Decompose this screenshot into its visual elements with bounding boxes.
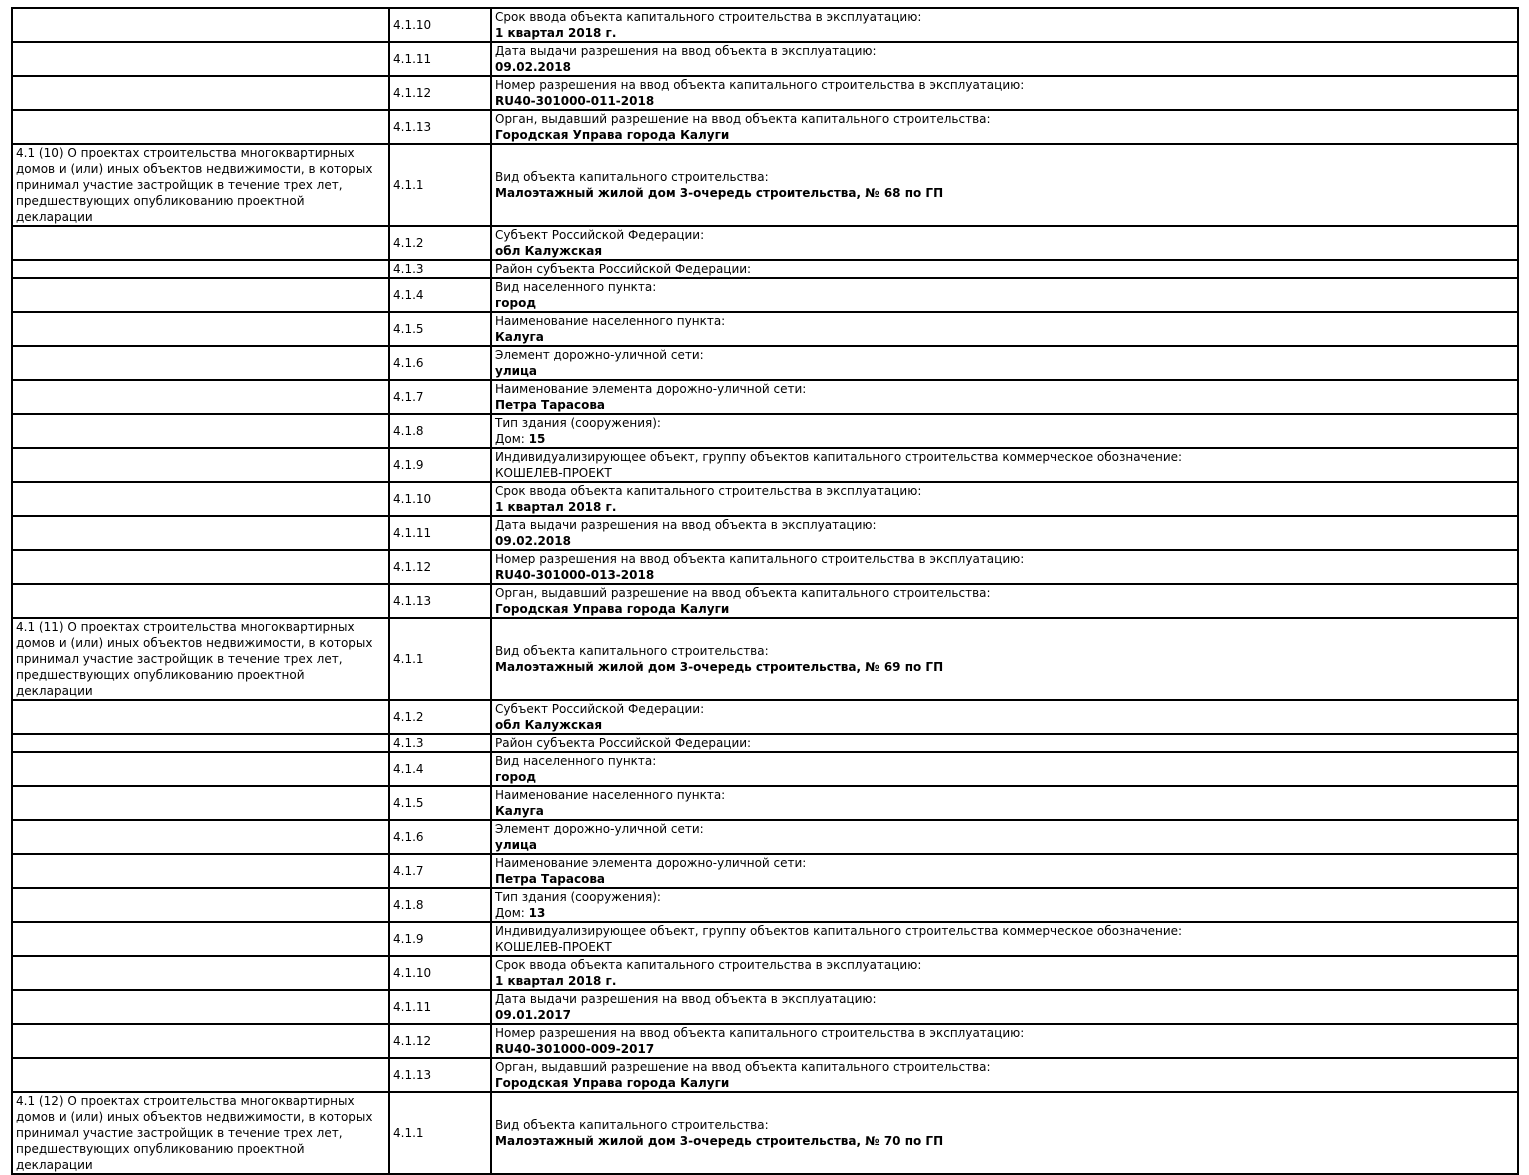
- field-label: Наименование населенного пункта:: [495, 788, 726, 802]
- field-label: Орган, выдавший разрешение на ввод объекта капитального строительства:: [495, 586, 991, 600]
- field-label: Номер разрешения на ввод объекта капитального строительства в эксплуатацию:: [495, 78, 1025, 92]
- field-value: 09.02.2018: [495, 60, 571, 74]
- row-value-cell: [491, 278, 1518, 312]
- row-value-cell: [491, 1024, 1518, 1058]
- field-label: Номер разрешения на ввод объекта капитального строительства в эксплуатацию:: [495, 552, 1025, 566]
- section-empty-cell: [12, 1058, 389, 1092]
- row-value-cell: [491, 888, 1518, 922]
- field-label: Вид населенного пункта:: [495, 280, 657, 294]
- field-value: улица: [495, 364, 538, 378]
- field-value: RU40-301000-009-2017: [495, 1042, 655, 1056]
- table-row: [12, 380, 1518, 414]
- row-value-cell: [491, 516, 1518, 550]
- row-code: 4.1.13: [389, 584, 491, 618]
- section-empty-cell: [12, 42, 389, 76]
- row-code: 4.1.12: [389, 1024, 491, 1058]
- row-code: 4.1.2: [389, 226, 491, 260]
- table-row: [12, 990, 1518, 1024]
- section-empty-cell: [12, 752, 389, 786]
- section-empty-cell: [12, 786, 389, 820]
- field-label: Район субъекта Российской Федерации:: [495, 262, 752, 276]
- table-row: [12, 8, 1518, 42]
- row-value-cell: [491, 1058, 1518, 1092]
- row-code: 4.1.11: [389, 516, 491, 550]
- row-code: 4.1.1: [389, 144, 491, 226]
- field-value: RU40-301000-013-2018: [495, 568, 655, 582]
- row-code: 4.1.1: [389, 1092, 491, 1174]
- table-row: [12, 260, 1518, 278]
- field-label: Наименование элемента дорожно-уличной сети:: [495, 382, 807, 396]
- field-value: [495, 905, 1514, 921]
- table-row: [12, 752, 1518, 786]
- row-code: 4.1.6: [389, 346, 491, 380]
- field-label: Элемент дорожно-уличной сети:: [495, 822, 704, 836]
- row-value-cell: [491, 550, 1518, 584]
- table-row: [12, 618, 1518, 700]
- table-row: [12, 226, 1518, 260]
- section-empty-cell: [12, 110, 389, 144]
- row-code: 4.1.3: [389, 260, 491, 278]
- field-value: [495, 431, 1514, 447]
- field-label: Индивидуализирующее объект, группу объектов капитального строительства коммерческое обозначение:: [495, 450, 1183, 464]
- row-value-cell: [491, 990, 1518, 1024]
- row-code: 4.1.2: [389, 700, 491, 734]
- row-value-cell: [491, 854, 1518, 888]
- row-code: 4.1.11: [389, 990, 491, 1024]
- section-empty-cell: [12, 550, 389, 584]
- row-value-cell: [491, 42, 1518, 76]
- field-label: Вид объекта капитального строительства:: [495, 170, 769, 184]
- row-value-cell: [491, 414, 1518, 448]
- field-value: 1 квартал 2018 г.: [495, 974, 617, 988]
- field-value: КОШЕЛЕВ-ПРОЕКТ: [495, 940, 612, 954]
- section-empty-cell: [12, 414, 389, 448]
- table-row: [12, 584, 1518, 618]
- row-code: 4.1.12: [389, 76, 491, 110]
- field-value: Малоэтажный жилой дом 3-очередь строительства, № 69 по ГП: [495, 660, 944, 674]
- field-label: Элемент дорожно-уличной сети:: [495, 348, 704, 362]
- table-row: [12, 110, 1518, 144]
- section-empty-cell: [12, 482, 389, 516]
- section-empty-cell: [12, 990, 389, 1024]
- row-code: 4.1.4: [389, 278, 491, 312]
- section-empty-cell: [12, 346, 389, 380]
- row-code: 4.1.9: [389, 922, 491, 956]
- field-value: 09.01.2017: [495, 1008, 571, 1022]
- row-value-cell: [491, 734, 1518, 752]
- project-declaration-table: [11, 7, 1519, 1175]
- row-code: 4.1.6: [389, 820, 491, 854]
- field-value: RU40-301000-011-2018: [495, 94, 655, 108]
- field-label: Субъект Российской Федерации:: [495, 702, 705, 716]
- field-label: Дата выдачи разрешения на ввод объекта в эксплуатацию:: [495, 518, 877, 532]
- row-code: 4.1.3: [389, 734, 491, 752]
- section-empty-cell: [12, 734, 389, 752]
- row-code: 4.1.5: [389, 786, 491, 820]
- field-label: Номер разрешения на ввод объекта капитального строительства в эксплуатацию:: [495, 1026, 1025, 1040]
- section-empty-cell: [12, 700, 389, 734]
- row-value-cell: [491, 786, 1518, 820]
- field-value: КОШЕЛЕВ-ПРОЕКТ: [495, 466, 612, 480]
- row-value-cell: [491, 226, 1518, 260]
- table-row: [12, 734, 1518, 752]
- row-value-cell: [491, 1092, 1518, 1174]
- section-empty-cell: [12, 820, 389, 854]
- table-row: [12, 1058, 1518, 1092]
- declaration-table-body: [12, 8, 1518, 1174]
- table-row: [12, 922, 1518, 956]
- table-row: [12, 820, 1518, 854]
- table-row: [12, 888, 1518, 922]
- row-value-cell: [491, 380, 1518, 414]
- table-row: [12, 854, 1518, 888]
- field-label: Вид объекта капитального строительства:: [495, 1118, 769, 1132]
- field-value: Калуга: [495, 330, 544, 344]
- table-row: [12, 516, 1518, 550]
- field-value: Петра Тарасова: [495, 872, 606, 886]
- row-value-cell: [491, 8, 1518, 42]
- field-label: Тип здания (сооружения):: [495, 416, 661, 430]
- row-code: 4.1.13: [389, 110, 491, 144]
- row-code: 4.1.8: [389, 888, 491, 922]
- field-value: Малоэтажный жилой дом 3-очередь строительства, № 68 по ГП: [495, 186, 944, 200]
- table-row: [12, 42, 1518, 76]
- row-value-cell: [491, 312, 1518, 346]
- field-value: обл Калужская: [495, 244, 603, 258]
- section-empty-cell: [12, 956, 389, 990]
- field-label: Срок ввода объекта капитального строительства в эксплуатацию:: [495, 958, 922, 972]
- section-empty-cell: [12, 516, 389, 550]
- row-code: 4.1.10: [389, 8, 491, 42]
- table-row: [12, 414, 1518, 448]
- table-row: [12, 956, 1518, 990]
- field-value: Городская Управа города Калуги: [495, 1076, 730, 1090]
- field-label: Наименование населенного пункта:: [495, 314, 726, 328]
- section-description-cell: 4.1 (10) О проектах строительства многоквартирных домов и (или) иных объектов недвижимости, в которых принимал участие застройщик в течение трех лет, предшествующих опубликованию проектной декларации: [12, 144, 389, 226]
- section-empty-cell: [12, 312, 389, 346]
- field-value-prefix: Дом:: [495, 906, 529, 920]
- row-code: 4.1.8: [389, 414, 491, 448]
- field-value-text: 13: [528, 906, 546, 920]
- field-label: Орган, выдавший разрешение на ввод объекта капитального строительства:: [495, 112, 991, 126]
- field-value: 09.02.2018: [495, 534, 571, 548]
- row-code: 4.1.9: [389, 448, 491, 482]
- table-row: [12, 312, 1518, 346]
- field-value: Калуга: [495, 804, 544, 818]
- field-value: Малоэтажный жилой дом 3-очередь строительства, № 70 по ГП: [495, 1134, 944, 1148]
- row-value-cell: [491, 144, 1518, 226]
- row-value-cell: [491, 752, 1518, 786]
- row-value-cell: [491, 820, 1518, 854]
- field-value: обл Калужская: [495, 718, 603, 732]
- field-value: город: [495, 770, 537, 784]
- section-empty-cell: [12, 76, 389, 110]
- row-value-cell: [491, 448, 1518, 482]
- field-value: 1 квартал 2018 г.: [495, 26, 617, 40]
- table-row: [12, 482, 1518, 516]
- row-value-cell: [491, 584, 1518, 618]
- section-description-cell: 4.1 (12) О проектах строительства многоквартирных домов и (или) иных объектов недвижимости, в которых принимал участие застройщик в течение трех лет, предшествующих опубликованию проектной декларации: [12, 1092, 389, 1174]
- field-value: улица: [495, 838, 538, 852]
- row-value-cell: [491, 700, 1518, 734]
- row-value-cell: [491, 618, 1518, 700]
- section-empty-cell: [12, 922, 389, 956]
- table-row: [12, 1092, 1518, 1174]
- field-label: Орган, выдавший разрешение на ввод объекта капитального строительства:: [495, 1060, 991, 1074]
- table-row: [12, 550, 1518, 584]
- row-code: 4.1.4: [389, 752, 491, 786]
- section-empty-cell: [12, 260, 389, 278]
- field-label: Дата выдачи разрешения на ввод объекта в эксплуатацию:: [495, 992, 877, 1006]
- table-row: [12, 76, 1518, 110]
- field-value-prefix: Дом:: [495, 432, 529, 446]
- field-label: Вид объекта капитального строительства:: [495, 644, 769, 658]
- field-label: Вид населенного пункта:: [495, 754, 657, 768]
- field-label: Район субъекта Российской Федерации:: [495, 736, 752, 750]
- row-value-cell: [491, 76, 1518, 110]
- table-row: [12, 700, 1518, 734]
- row-value-cell: [491, 482, 1518, 516]
- row-code: 4.1.11: [389, 42, 491, 76]
- row-value-cell: [491, 346, 1518, 380]
- table-row: [12, 1024, 1518, 1058]
- field-label: Наименование элемента дорожно-уличной сети:: [495, 856, 807, 870]
- row-value-cell: [491, 922, 1518, 956]
- row-code: 4.1.7: [389, 380, 491, 414]
- field-label: Индивидуализирующее объект, группу объектов капитального строительства коммерческое обозначение:: [495, 924, 1183, 938]
- field-value: город: [495, 296, 537, 310]
- section-empty-cell: [12, 584, 389, 618]
- section-empty-cell: [12, 226, 389, 260]
- table-row: [12, 278, 1518, 312]
- section-empty-cell: [12, 380, 389, 414]
- section-description-cell: 4.1 (11) О проектах строительства многоквартирных домов и (или) иных объектов недвижимости, в которых принимал участие застройщик в течение трех лет, предшествующих опубликованию проектной декларации: [12, 618, 389, 700]
- field-value: Петра Тарасова: [495, 398, 606, 412]
- field-label: Субъект Российской Федерации:: [495, 228, 705, 242]
- table-row: [12, 786, 1518, 820]
- field-label: Тип здания (сооружения):: [495, 890, 661, 904]
- field-label: Дата выдачи разрешения на ввод объекта в эксплуатацию:: [495, 44, 877, 58]
- row-code: 4.1.7: [389, 854, 491, 888]
- section-empty-cell: [12, 888, 389, 922]
- field-value: Городская Управа города Калуги: [495, 128, 730, 142]
- field-value: Городская Управа города Калуги: [495, 602, 730, 616]
- field-label: Срок ввода объекта капитального строительства в эксплуатацию:: [495, 484, 922, 498]
- row-value-cell: [491, 260, 1518, 278]
- row-value-cell: [491, 110, 1518, 144]
- section-empty-cell: [12, 448, 389, 482]
- field-value-text: 15: [528, 432, 546, 446]
- table-row: [12, 346, 1518, 380]
- field-label: Срок ввода объекта капитального строительства в эксплуатацию:: [495, 10, 922, 24]
- section-empty-cell: [12, 278, 389, 312]
- row-code: 4.1.5: [389, 312, 491, 346]
- row-code: 4.1.12: [389, 550, 491, 584]
- section-empty-cell: [12, 854, 389, 888]
- row-value-cell: [491, 956, 1518, 990]
- section-empty-cell: [12, 1024, 389, 1058]
- table-row: [12, 448, 1518, 482]
- table-row: [12, 144, 1518, 226]
- field-value: 1 квартал 2018 г.: [495, 500, 617, 514]
- row-code: 4.1.10: [389, 956, 491, 990]
- row-code: 4.1.1: [389, 618, 491, 700]
- section-empty-cell: [12, 8, 389, 42]
- row-code: 4.1.13: [389, 1058, 491, 1092]
- row-code: 4.1.10: [389, 482, 491, 516]
